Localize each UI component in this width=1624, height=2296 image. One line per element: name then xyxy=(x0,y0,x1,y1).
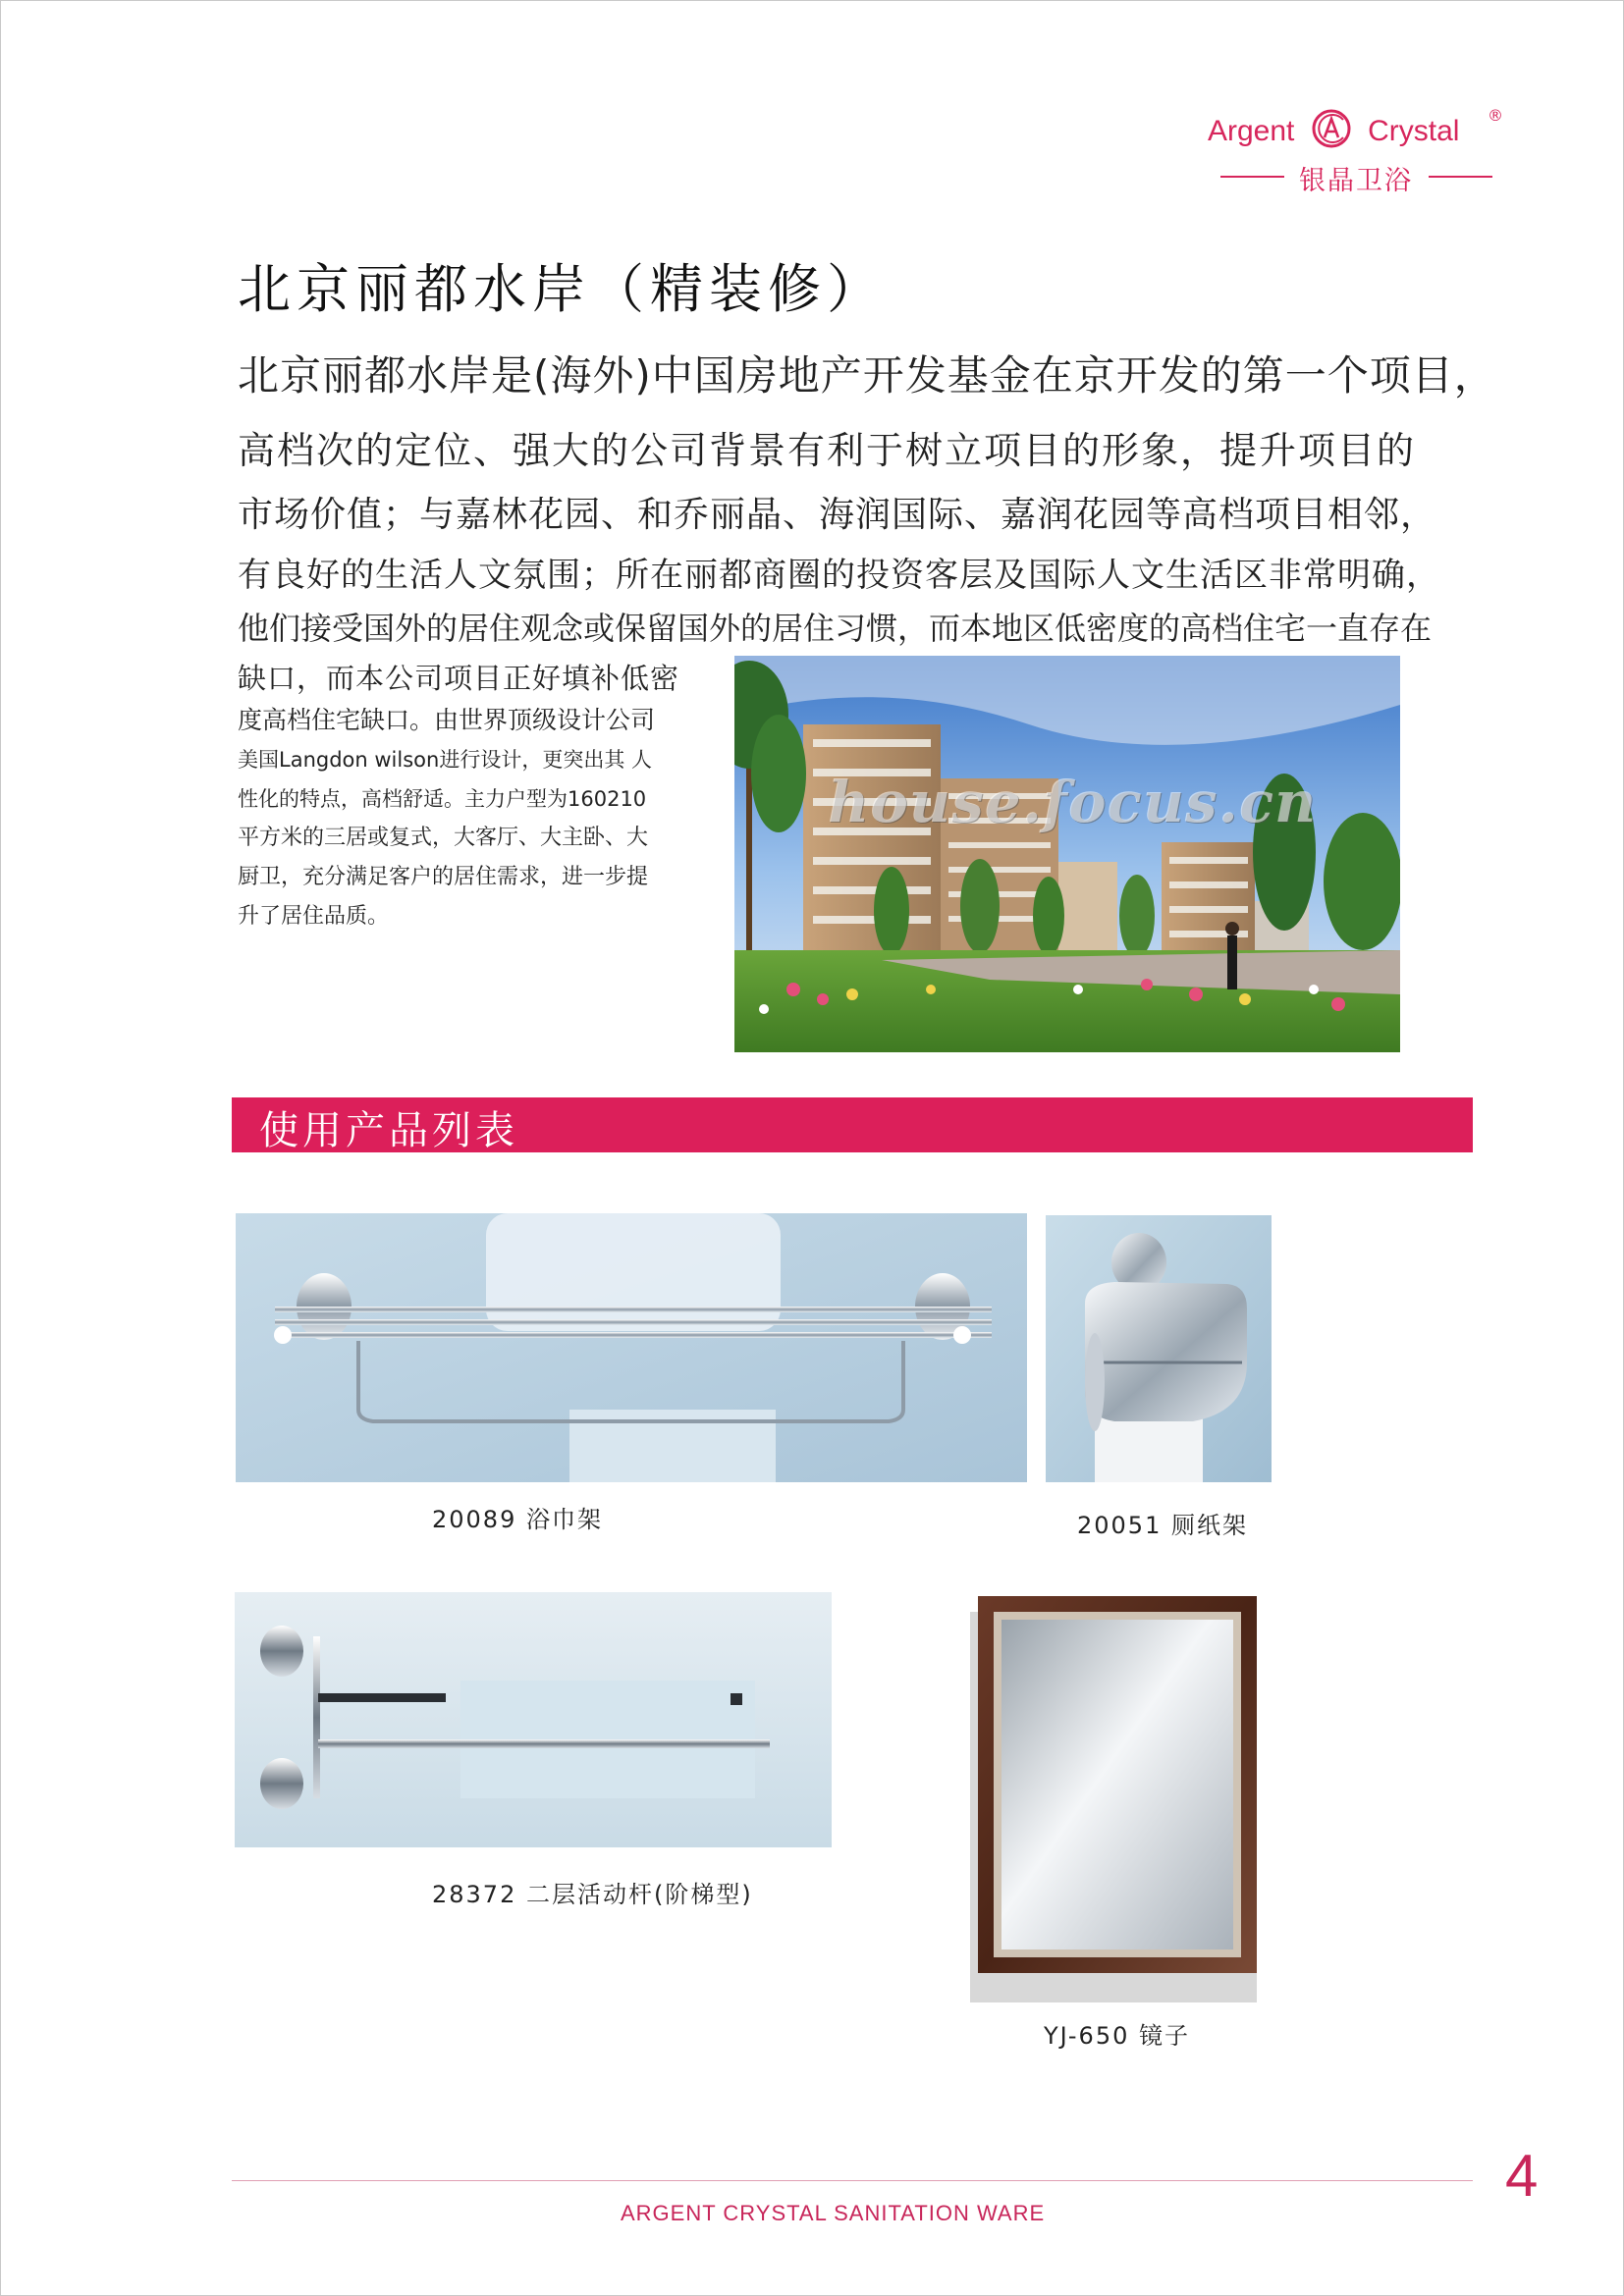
product-photo-towel-rack xyxy=(236,1213,1027,1482)
logo-word-right: Crystal xyxy=(1368,114,1460,147)
mirror-image xyxy=(941,1590,1257,2002)
registered-mark: ® xyxy=(1488,106,1503,125)
logo-line-left xyxy=(1220,176,1284,178)
side-line: 性化的特点，高档舒适。主力户型为160210 xyxy=(238,787,647,811)
paragraph-line: 他们接受国外的居住观念或保留国外的居住习惯，而本地区低密度的高档住宅一直存在 xyxy=(238,610,1433,647)
section-title: 使用产品列表 xyxy=(259,1108,518,1153)
side-line: 缺口，而本公司项目正好填补低密 xyxy=(238,662,680,695)
logo-english xyxy=(1208,112,1459,153)
product-caption: YJ-650 镜子 xyxy=(1044,2022,1190,2050)
section-header-bar xyxy=(232,1097,1473,1152)
logo-word-left: Argent xyxy=(1208,114,1295,147)
side-line: 美国Langdon wilson进行设计，更突出其 人 xyxy=(238,748,652,772)
photo-watermark: house.focus.cn xyxy=(828,769,1318,835)
page-number: 4 xyxy=(1505,2143,1539,2209)
logo-line-right xyxy=(1429,176,1492,178)
page-title: 北京丽都水岸（精装修） xyxy=(238,258,886,320)
paragraph-line: 北京丽都水岸是(海外)中国房地产开发基金在京开发的第一个项目， xyxy=(238,351,1496,400)
logo-chinese: 银晶卫浴 xyxy=(1299,166,1413,196)
swing-bar-image xyxy=(235,1592,832,1847)
footer-brand: ARGENT CRYSTAL SANITATION WARE xyxy=(621,2201,1046,2225)
paragraph-line: 市场价值；与嘉林花园、和乔丽晶、海润国际、嘉润花园等高档项目相邻， xyxy=(238,495,1437,535)
towel-rack-image xyxy=(236,1213,1027,1482)
paragraph-line: 有良好的生活人文氛围；所在丽都商圈的投资客层及国际人文生活区非常明确， xyxy=(238,556,1440,595)
product-photo-mirror xyxy=(941,1590,1257,2002)
logo-ac-mark-icon xyxy=(1311,108,1352,149)
paragraph-line: 高档次的定位、强大的公司背景有利于树立项目的形象，提升项目的 xyxy=(238,429,1417,472)
brand-logo xyxy=(1203,106,1507,204)
product-caption: 20089 浴巾架 xyxy=(432,1506,603,1533)
building-illustration xyxy=(734,656,1400,1052)
side-line: 度高档住宅缺口。由世界顶级设计公司 xyxy=(238,706,656,734)
side-line: 平方米的三居或复式，大客厅、大主卧、大 xyxy=(238,826,649,850)
product-caption: 28372 二层活动杆(阶梯型) xyxy=(432,1881,753,1908)
product-caption: 20051 厕纸架 xyxy=(1077,1512,1248,1539)
footer-divider xyxy=(232,2180,1473,2181)
logo-chinese-row xyxy=(1220,161,1495,196)
product-photo-paper-holder xyxy=(1046,1215,1272,1482)
building-photo xyxy=(734,656,1400,1052)
side-line: 升了居住品质。 xyxy=(238,904,390,929)
product-photo-swing-bar xyxy=(235,1592,832,1847)
side-paragraph xyxy=(238,656,689,936)
paper-holder-image xyxy=(1046,1215,1272,1482)
side-line: 厨卫，充分满足客户的居住需求，进一步提 xyxy=(238,865,649,889)
